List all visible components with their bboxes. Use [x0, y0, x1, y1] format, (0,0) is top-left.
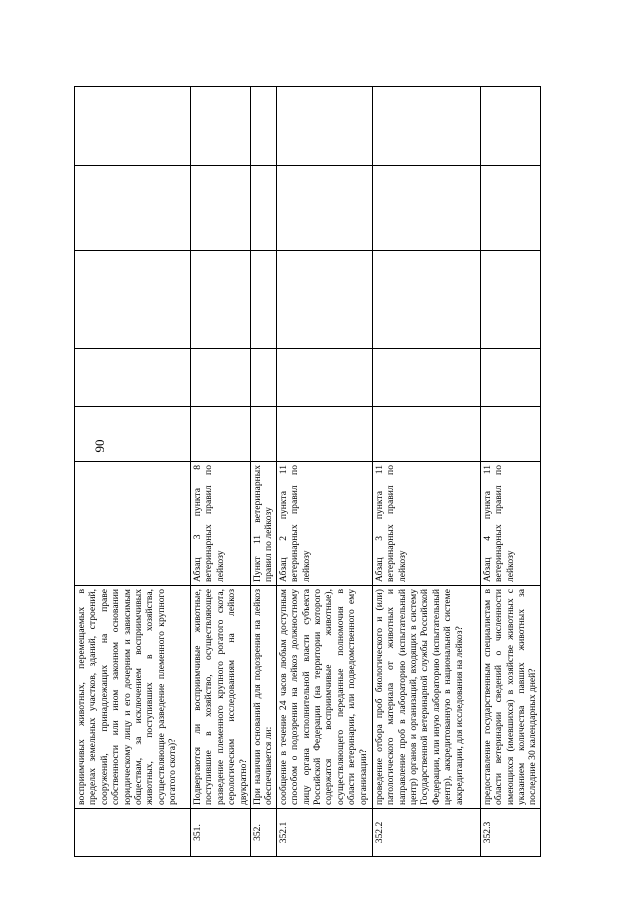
extra-cell — [480, 166, 540, 251]
answer-yes-cell — [372, 407, 480, 462]
answer-yes-cell — [251, 407, 277, 462]
table-row — [372, 87, 480, 857]
answer-no-cell — [276, 349, 372, 407]
not-applicable-cell — [372, 251, 480, 349]
answer-no-cell — [372, 349, 480, 407]
notes-cell — [75, 87, 191, 166]
table-row — [191, 87, 251, 857]
notes-cell — [251, 87, 277, 166]
reference-text: Абзац 3 пункта 8 ветеринарных правил по лейкозу — [191, 462, 251, 586]
not-applicable-cell — [251, 251, 277, 349]
rotated-page — [74, 87, 539, 857]
not-applicable-cell — [191, 251, 251, 349]
notes-cell — [191, 87, 251, 166]
question-text: проведение отбора проб биологического и (или) патологического материала от животных и направление проб в лабораторию (испытательный центр) органов и организаций, входящих в систему Государственной ветеринарной службы Российской Федерации, или иную лабораторию (испытательный центр), аккредитованную в национальной системе аккредитации, для исследования на лейкоз? — [372, 586, 480, 809]
page-number: 90 — [92, 439, 107, 453]
answer-yes-cell — [75, 407, 191, 462]
reference-text: Абзац 4 пункта 11 ветеринарных правил по лейкозу — [480, 462, 540, 586]
extra-cell — [276, 166, 372, 251]
question-text: сообщение в течение 24 часов любым доступным способом о подозрении на лейкоз должностному лицу органа исполнительной власти субъекта Российской Федерации (на территории которого содержатся восприимчивые животные), осуществляющего переданные полномочия в области ветеринарии, или подведомственного ему организации? — [276, 586, 372, 809]
table-row — [480, 87, 540, 857]
answer-yes-cell — [191, 407, 251, 462]
table-row — [276, 87, 372, 857]
question-text: Подвергаются ли восприимчивые животные, поступившие в хозяйство, осуществляющее разведение племенного крупного рогатого скота, серологическим исследованиям на лейкоз двукратно? — [191, 586, 251, 809]
table-row — [251, 87, 277, 857]
row-number: 352.2 — [372, 809, 480, 857]
extra-cell — [251, 166, 277, 251]
reference-text — [75, 462, 191, 586]
not-applicable-cell — [480, 251, 540, 349]
extra-cell — [372, 166, 480, 251]
reference-text: Пункт 11 ветеринарных правил по лейкозу — [251, 462, 277, 586]
not-applicable-cell — [276, 251, 372, 349]
question-text: восприимчивых животных, перемещаемых в пределах земельных участков, зданий, строений, сооружений, принадлежащих на праве собственности или ином законном основании юридическому лицу и его дочерним и зависимым обществам, за исключением восприимчивых животных, поступивших в хозяйства, осуществляющие разведение племенного крупного рогатого скота)? — [75, 586, 191, 809]
not-applicable-cell — [75, 251, 191, 349]
answer-no-cell — [251, 349, 277, 407]
extra-cell — [75, 166, 191, 251]
row-number — [75, 809, 191, 857]
answer-yes-cell — [480, 407, 540, 462]
answer-yes-cell — [276, 407, 372, 462]
reference-text: Абзац 3 пункта 11 ветеринарных правил по лейкозу — [372, 462, 480, 586]
question-text: предоставление государственным специалистам в области ветеринарии сведений о численности имеющихся (имевшихся) в хозяйстве животных с указанием количества павших животных за последние 30 календарных дней? — [480, 586, 540, 809]
table-row — [75, 87, 191, 857]
checklist-table — [74, 86, 541, 857]
row-number: 351. — [191, 809, 251, 857]
extra-cell — [191, 166, 251, 251]
notes-cell — [276, 87, 372, 166]
row-number: 352.3 — [480, 809, 540, 857]
notes-cell — [372, 87, 480, 166]
answer-no-cell — [191, 349, 251, 407]
answer-no-cell — [480, 349, 540, 407]
question-text: При наличии оснований для подозрения на лейкоз обеспечивается ли: — [251, 586, 277, 809]
row-number: 352. — [251, 809, 277, 857]
reference-text: Абзац 2 пункта 11 ветеринарных правил по лейкозу — [276, 462, 372, 586]
answer-no-cell — [75, 349, 191, 407]
row-number: 352.1 — [276, 809, 372, 857]
notes-cell — [480, 87, 540, 166]
